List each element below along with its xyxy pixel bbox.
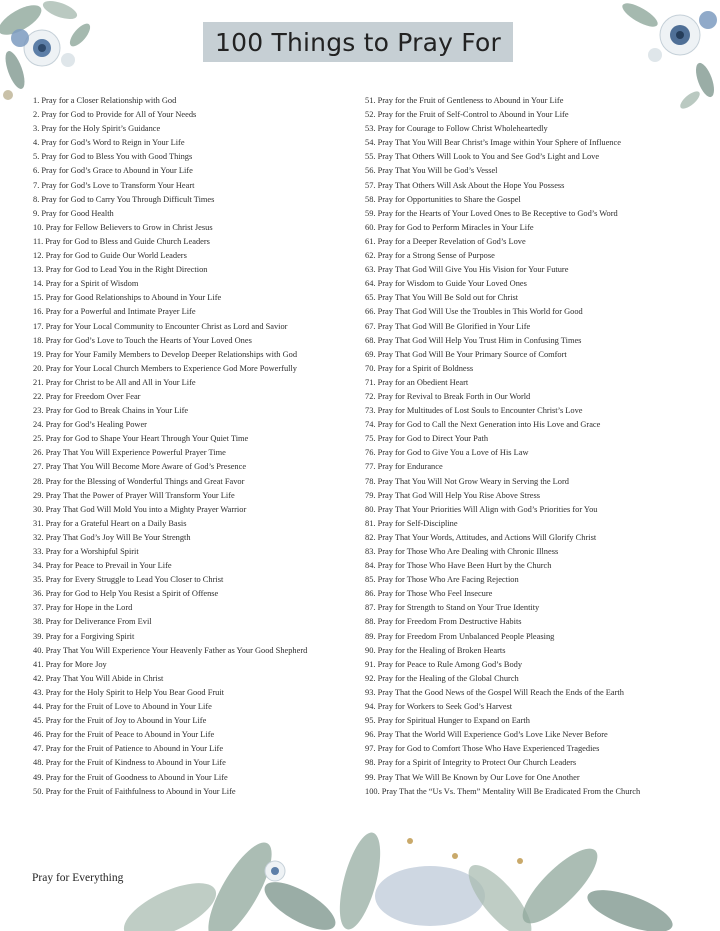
prayer-item: 57. Pray That Others Will Ask About the Hope You Possess xyxy=(365,180,565,190)
prayer-item: 40. Pray That You Will Experience Your Heavenly Father as Your Good Shepherd xyxy=(33,645,308,655)
prayer-item: 5. Pray for God to Bless You with Good Things xyxy=(33,152,193,162)
prayer-item: 61. Pray for a Deeper Revelation of God’s Love xyxy=(365,236,526,246)
prayer-item: 99. Pray That We Will Be Known by Our Love for One Another xyxy=(365,772,580,782)
prayer-item: 68. Pray That God Will Help You Trust Him in Confusing Times xyxy=(365,335,582,345)
prayer-item: 36. Pray for God to Help You Resist a Spirit of Offense xyxy=(33,589,219,599)
prayer-item: 19. Pray for Your Family Members to Develop Deeper Relationships with God xyxy=(33,349,298,359)
prayer-item: 25. Pray for God to Shape Your Heart Through Your Quiet Time xyxy=(33,434,249,444)
prayer-item: 31. Pray for a Grateful Heart on a Daily Basis xyxy=(33,518,187,528)
prayer-item: 83. Pray for Those Who Are Dealing with Chronic Illness xyxy=(365,547,559,556)
prayer-item: 38. Pray for Deliverance From Evil xyxy=(33,617,152,627)
prayer-item: 75. Pray for God to Direct Your Path xyxy=(365,434,489,444)
prayer-item: 64. Pray for Wisdom to Guide Your Loved Ones xyxy=(365,279,527,289)
page-title: 100 Things to Pray For xyxy=(215,27,501,57)
prayer-item: 33. Pray for a Worshipful Spirit xyxy=(33,547,139,556)
prayer-item: 55. Pray That Others Will Look to You and See God’s Light and Love xyxy=(365,152,600,162)
prayer-item: 4. Pray for God’s Word to Reign in Your Life xyxy=(33,138,185,148)
prayer-item: 66. Pray That God Will Use the Troubles in This World for Good xyxy=(365,307,583,317)
prayer-item: 89. Pray for Freedom From Unbalanced People Pleasing xyxy=(365,631,555,641)
prayer-item: 51. Pray for the Fruit of Gentleness to Abound in Your Life xyxy=(365,96,564,105)
prayer-item: 90. Pray for the Healing of Broken Hearts xyxy=(365,645,506,655)
prayer-item: 81. Pray for Self-Discipline xyxy=(365,518,458,528)
prayer-item: 29. Pray That the Power of Prayer Will Transform Your Life xyxy=(33,490,235,500)
prayer-item: 85. Pray for Those Who Are Facing Rejection xyxy=(365,575,519,585)
prayer-item: 58. Pray for Opportunities to Share the Gospel xyxy=(365,194,521,204)
prayer-item: 86. Pray for Those Who Feel Insecure xyxy=(365,589,493,599)
prayer-item: 22. Pray for Freedom Over Fear xyxy=(33,391,141,401)
prayer-item: 37. Pray for Hope in the Lord xyxy=(33,603,133,613)
prayer-item: 92. Pray for the Healing of the Global Church xyxy=(365,673,519,683)
prayer-item: 18. Pray for God’s Love to Touch the Hearts of Your Loved Ones xyxy=(33,335,252,345)
prayer-item: 50. Pray for the Fruit of Faithfulness to Abound in Your Life xyxy=(33,786,236,796)
prayer-item: 88. Pray for Freedom From Destructive Habits xyxy=(365,617,522,627)
prayer-item: 87. Pray for Strength to Stand on Your True Identity xyxy=(365,603,540,613)
prayer-item: 6. Pray for God’s Grace to Abound in Your Life xyxy=(33,166,193,176)
prayer-item: 56. Pray That You Will be God’s Vessel xyxy=(365,166,498,176)
prayer-item: 78. Pray That You Will Not Grow Weary in Serving the Lord xyxy=(365,476,569,486)
bottom-foliage-decoration xyxy=(0,801,720,931)
prayer-item: 28. Pray for the Blessing of Wonderful Things and Great Favor xyxy=(33,476,245,486)
prayer-item: 94. Pray for Workers to Seek God’s Harvest xyxy=(365,702,513,712)
prayer-item: 95. Pray for Spiritual Hunger to Expand on Earth xyxy=(365,716,530,726)
prayer-item: 26. Pray That You Will Experience Powerful Prayer Time xyxy=(33,448,226,458)
prayer-item: 100. Pray That the “Us Vs. Them” Mentality Will Be Eradicated From the Church xyxy=(365,786,641,796)
prayer-item: 65. Pray That You Will Be Sold out for Christ xyxy=(365,293,519,303)
prayer-item: 9. Pray for Good Health xyxy=(33,208,114,218)
prayer-item: 76. Pray for God to Give You a Love of His Law xyxy=(365,448,529,458)
prayer-item: 34. Pray for Peace to Prevail in Your Life xyxy=(33,561,172,571)
prayer-item: 30. Pray That God Will Mold You into a Mighty Prayer Warrior xyxy=(33,504,247,514)
prayer-item: 13. Pray for God to Lead You in the Right Direction xyxy=(33,265,208,275)
prayer-item: 41. Pray for More Joy xyxy=(33,659,107,669)
prayer-item: 73. Pray for Multitudes of Lost Souls to Encounter Christ’s Love xyxy=(365,406,583,416)
prayer-item: 54. Pray That You Will Bear Christ’s Image within Your Sphere of Influence xyxy=(365,138,621,148)
prayer-item: 91. Pray for Peace to Rule Among God’s Body xyxy=(365,659,523,669)
prayer-item: 96. Pray That the World Will Experience God’s Love Like Never Before xyxy=(365,730,608,740)
prayer-item: 44. Pray for the Fruit of Love to Abound in Your Life xyxy=(33,702,212,712)
prayer-item: 8. Pray for God to Carry You Through Difficult Times xyxy=(33,194,215,204)
prayer-item: 80. Pray That Your Priorities Will Align with God’s Priorities for You xyxy=(365,504,598,514)
prayer-item: 39. Pray for a Forgiving Spirit xyxy=(33,631,135,641)
prayer-item: 24. Pray for God’s Healing Power xyxy=(33,420,147,430)
prayer-item: 21. Pray for Christ to be All and All in Your Life xyxy=(33,377,196,387)
prayer-item: 20. Pray for Your Local Church Members to Experience God More Powerfully xyxy=(33,363,297,373)
prayer-item: 79. Pray That God Will Help You Rise Above Stress xyxy=(365,490,540,500)
prayer-item: 1. Pray for a Closer Relationship with God xyxy=(33,96,177,105)
prayer-item: 71. Pray for an Obedient Heart xyxy=(365,377,469,387)
prayer-item: 52. Pray for the Fruit of Self-Control to Abound in Your Life xyxy=(365,110,569,120)
prayer-item: 35. Pray for Every Struggle to Lead You Closer to Christ xyxy=(33,575,224,585)
prayer-item: 16. Pray for a Powerful and Intimate Prayer Life xyxy=(33,307,196,317)
prayer-item: 17. Pray for Your Local Community to Encounter Christ as Lord and Savior xyxy=(33,321,288,331)
prayer-item: 47. Pray for the Fruit of Patience to Abound in Your Life xyxy=(33,744,224,754)
prayer-item: 7. Pray for God’s Love to Transform Your Heart xyxy=(33,180,195,190)
prayer-item: 23. Pray for God to Break Chains in Your Life xyxy=(33,406,189,416)
prayer-item: 70. Pray for a Spirit of Boldness xyxy=(365,363,474,373)
prayer-item: 98. Pray for a Spirit of Integrity to Protect Our Church Leaders xyxy=(365,758,577,768)
prayer-item: 15. Pray for Good Relationships to Abound in Your Life xyxy=(33,293,222,303)
prayer-item: 2. Pray for God to Provide for All of Your Needs xyxy=(33,110,197,120)
prayer-item: 3. Pray for the Holy Spirit’s Guidance xyxy=(33,124,161,134)
prayer-item: 11. Pray for God to Bless and Guide Church Leaders xyxy=(33,236,210,246)
prayer-item: 62. Pray for a Strong Sense of Purpose xyxy=(365,251,495,261)
title-banner xyxy=(203,22,513,62)
prayer-list-left-column xyxy=(33,94,355,799)
prayer-item: 32. Pray That God’s Joy Will Be Your Strength xyxy=(33,532,191,542)
prayer-item: 93. Pray That the Good News of the Gospel Will Reach the Ends of the Earth xyxy=(365,687,624,697)
prayer-item: 46. Pray for the Fruit of Peace to Abound in Your Life xyxy=(33,730,215,740)
floral-corner-top-left xyxy=(0,0,110,100)
prayer-item: 48. Pray for the Fruit of Kindness to Abound in Your Life xyxy=(33,758,226,768)
prayer-item: 72. Pray for Revival to Break Forth in Our World xyxy=(365,391,531,401)
prayer-item: 82. Pray That Your Words, Attitudes, and Actions Will Glorify Christ xyxy=(365,532,597,542)
prayer-item: 84. Pray for Those Who Have Been Hurt by the Church xyxy=(365,561,552,571)
prayer-item: 74. Pray for God to Call the Next Generation into His Love and Grace xyxy=(365,420,601,430)
prayer-item: 45. Pray for the Fruit of Joy to Abound in Your Life xyxy=(33,716,207,726)
prayer-item: 97. Pray for God to Comfort Those Who Have Experienced Tragedies xyxy=(365,744,600,754)
prayer-item: 60. Pray for God to Perform Miracles in Your Life xyxy=(365,222,534,232)
prayer-item: 59. Pray for the Hearts of Your Loved Ones to Be Receptive to God’s Word xyxy=(365,208,618,218)
prayer-item: 69. Pray That God Will Be Your Primary Source of Comfort xyxy=(365,349,567,359)
prayer-list-right-column xyxy=(365,94,695,799)
prayer-item: 42. Pray That You Will Abide in Christ xyxy=(33,673,164,683)
prayer-item: 12. Pray for God to Guide Our World Leaders xyxy=(33,251,187,261)
prayer-item: 14. Pray for a Spirit of Wisdom xyxy=(33,279,139,289)
prayer-item: 10. Pray for Fellow Believers to Grow in Christ Jesus xyxy=(33,222,213,232)
prayer-item: 53. Pray for Courage to Follow Christ Wholeheartedly xyxy=(365,124,548,134)
footer-note: Pray for Everything xyxy=(32,872,124,884)
prayer-item: 43. Pray for the Holy Spirit to Help You Bear Good Fruit xyxy=(33,687,224,697)
prayer-item: 27. Pray That You Will Become More Aware of God’s Presence xyxy=(33,462,247,472)
prayer-item: 63. Pray That God Will Give You His Vision for Your Future xyxy=(365,265,569,275)
prayer-item: 67. Pray That God Will Be Glorified in Your Life xyxy=(365,321,531,331)
prayer-item: 49. Pray for the Fruit of Goodness to Abound in Your Life xyxy=(33,772,228,782)
prayer-item: 77. Pray for Endurance xyxy=(365,462,443,472)
